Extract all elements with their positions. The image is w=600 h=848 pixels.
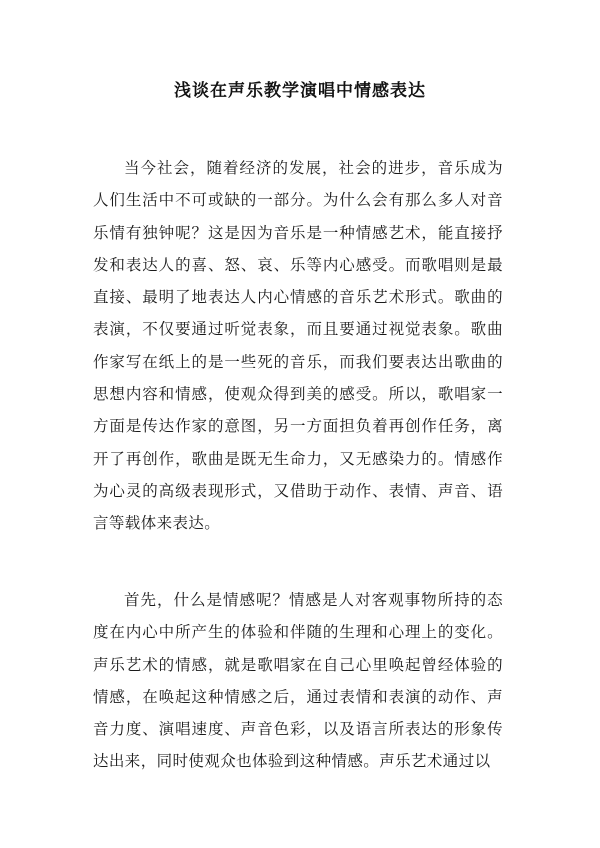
paragraph-emotion-definition: 首先，什么是情感呢？情感是人对客观事物所持的态度在内心中所产生的体验和伴随的生理和心理上的变化。声乐艺术的情感，就是歌唱家在自己心里唤起曾经体验的情感，在唤起这种情感之后，通过表情和表演的动作、声音力度、演唱速度、声音色彩，以及语言所表达的形象传达出来，同时使观众也体验到这种情感。声乐艺术通过以 (93, 591, 503, 771)
paragraph-intro: 当今社会，随着经济的发展，社会的进步，音乐成为人们生活中不可或缺的一部分。为什么会有那么多人对音乐情有独钟呢？这是因为音乐是一种情感艺术，能直接抒发和表达人的喜、怒、哀、乐等内心感受。而歌唱则是最直接、最明了地表达人内心情感的音乐艺术形式。歌曲的表演，不仅要通过听觉表象，而且要通过视觉表象。歌曲作家写在纸上的是一些死的音乐，而我们要表达出歌曲的思想内容和情感，使观众得到美的感受。所以，歌唱家一方面是传达作家的意图，另一方面担负着再创作任务，离开了再创作，歌曲是既无生命力，又无感染力的。情感作为心灵的高级表现形式，又借助于动作、表情、声音、语言等载体来表达。 (93, 159, 503, 533)
document-title: 浅谈在声乐教学演唱中情感表达 (174, 81, 426, 101)
